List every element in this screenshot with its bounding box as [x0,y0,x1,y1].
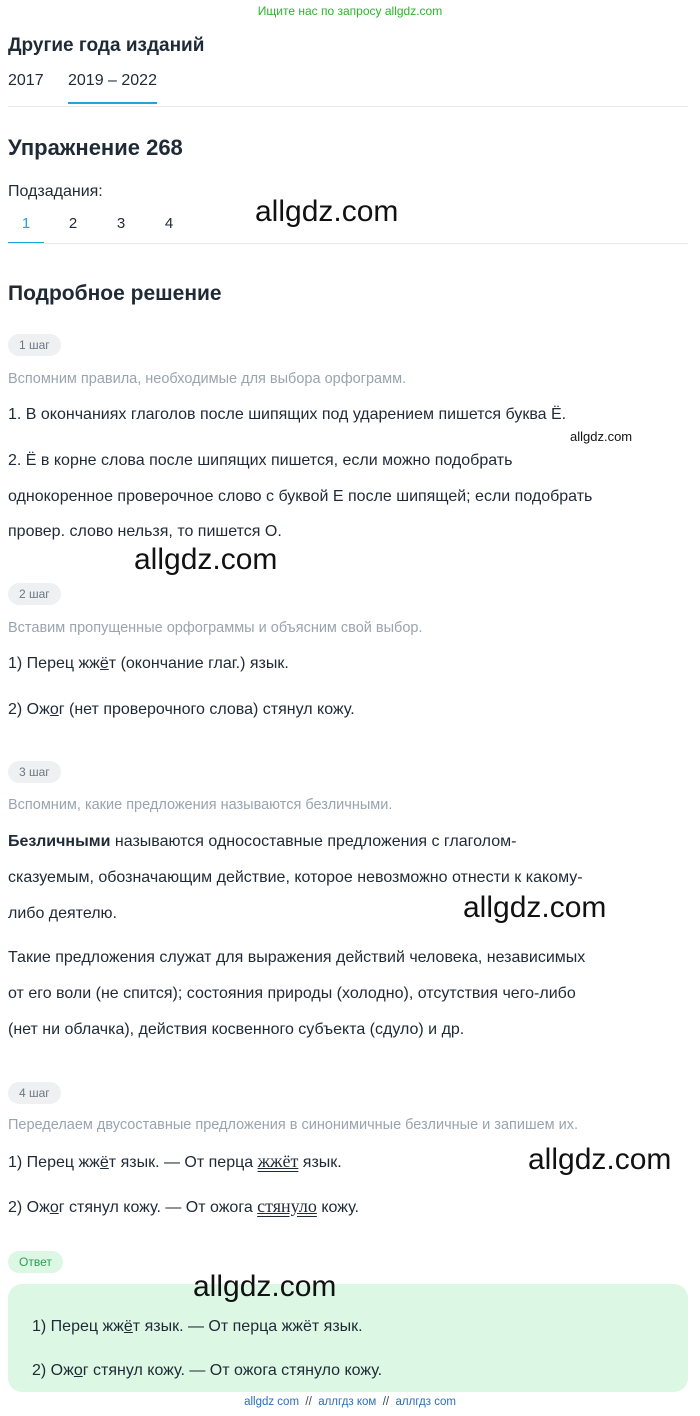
solution-title: Подробное решение [8,282,222,305]
step-badge-2: 2 шаг [8,583,61,605]
step3-p2-line1: Такие предложения служат для выражения действий человека, независимых [8,949,586,966]
subtask-tab-1[interactable]: 1 [8,215,44,244]
step-hint-4: Переделаем двусоставные предложения в синонимичные безличные и запишем их. [8,1117,579,1133]
step2-sentence-2: 2) Ожог (нет проверочного слова) стянул кожу. [8,701,355,718]
watermark: allgdz.com [570,429,633,444]
step4-sentence-2: 2) Ожог стянул кожу. — От ожога стянуло кожу. [8,1196,359,1216]
footer [0,1396,700,1408]
promo-banner: Ищите нас по запросу allgdz.com [257,4,443,18]
step1-line2: 2. Ё в корне слова после шипящих пишется, если можно подобрать [8,452,513,469]
step3-p2-line3: (нет ни облачка), действия косвенного субъекта (сдуло) и др. [8,1021,465,1038]
subtask-tab-3[interactable]: 3 [116,215,126,232]
answer-sentence-1: 1) Перец жжёт язык. — От перца жжёт язык. [32,1318,363,1335]
tab-year-2017[interactable]: 2017 [8,72,44,89]
step2-sentence-1: 1) Перец жжёт (окончание глаг.) язык. [8,655,289,672]
step-badge-1: 1 шаг [8,334,61,356]
footer-link-2[interactable]: аллгдз ком [318,1396,377,1408]
tab-year-2019-2022[interactable]: 2019 – 2022 [68,72,157,104]
footer-link-3[interactable]: аллгдз com [395,1396,456,1408]
step1-line3: однокоренное проверочное слово с буквой Е после шипящей; если подобрать [8,488,593,505]
step-hint-2: Вставим пропущенные орфограммы и объясним свой выбор. [8,620,423,636]
step-badge-3: 3 шаг [8,761,61,783]
subtask-tab-4[interactable]: 4 [164,215,174,232]
divider [8,243,688,244]
step1-line1: 1. В окончаниях глаголов после шипящих под ударением пишется буква Ё. [8,406,567,423]
footer-link-1[interactable]: allgdz com [244,1396,300,1408]
footer-separator: // [305,1396,312,1408]
step-hint-3: Вспомним, какие предложения называются безличными. [8,797,393,813]
answer-badge: Ответ [8,1251,63,1273]
step1-line4: провер. слово нельзя, то пишется О. [8,523,282,540]
step3-p1-line2: сказуемым, обозначающим действие, которое невозможно отнести к какому- [8,869,583,886]
step4-sentence-1: 1) Перец жжёт язык. — От перца жжёт язык. [8,1151,342,1171]
watermark: allgdz.com [134,543,278,576]
step3-p1-line3: либо деятелю. [8,905,117,922]
watermark: allgdz.com [528,1143,672,1176]
divider [8,106,688,107]
watermark: allgdz.com [193,1270,337,1303]
exercise-title: Упражнение 268 [8,135,183,160]
subtask-tab-2[interactable]: 2 [68,215,78,232]
step3-p2-line2: от его воли (не спится); состояния природы (холодно), отсутствия чего-либо [8,985,576,1002]
footer-separator: // [382,1396,390,1408]
step3-p1-line1: Безличными называются односоставные предложения с глаголом- [8,833,517,850]
answer-sentence-2: 2) Ожог стянул кожу. — От ожога стянуло кожу. [32,1362,383,1379]
watermark: allgdz.com [463,891,607,924]
editions-title: Другие года изданий [8,35,205,56]
watermark: allgdz.com [255,195,399,228]
step-hint-1: Вспомним правила, необходимые для выбора орфограмм. [8,371,407,387]
subtasks-label: Подзадания: [8,183,103,200]
step-badge-4: 4 шаг [8,1082,61,1104]
